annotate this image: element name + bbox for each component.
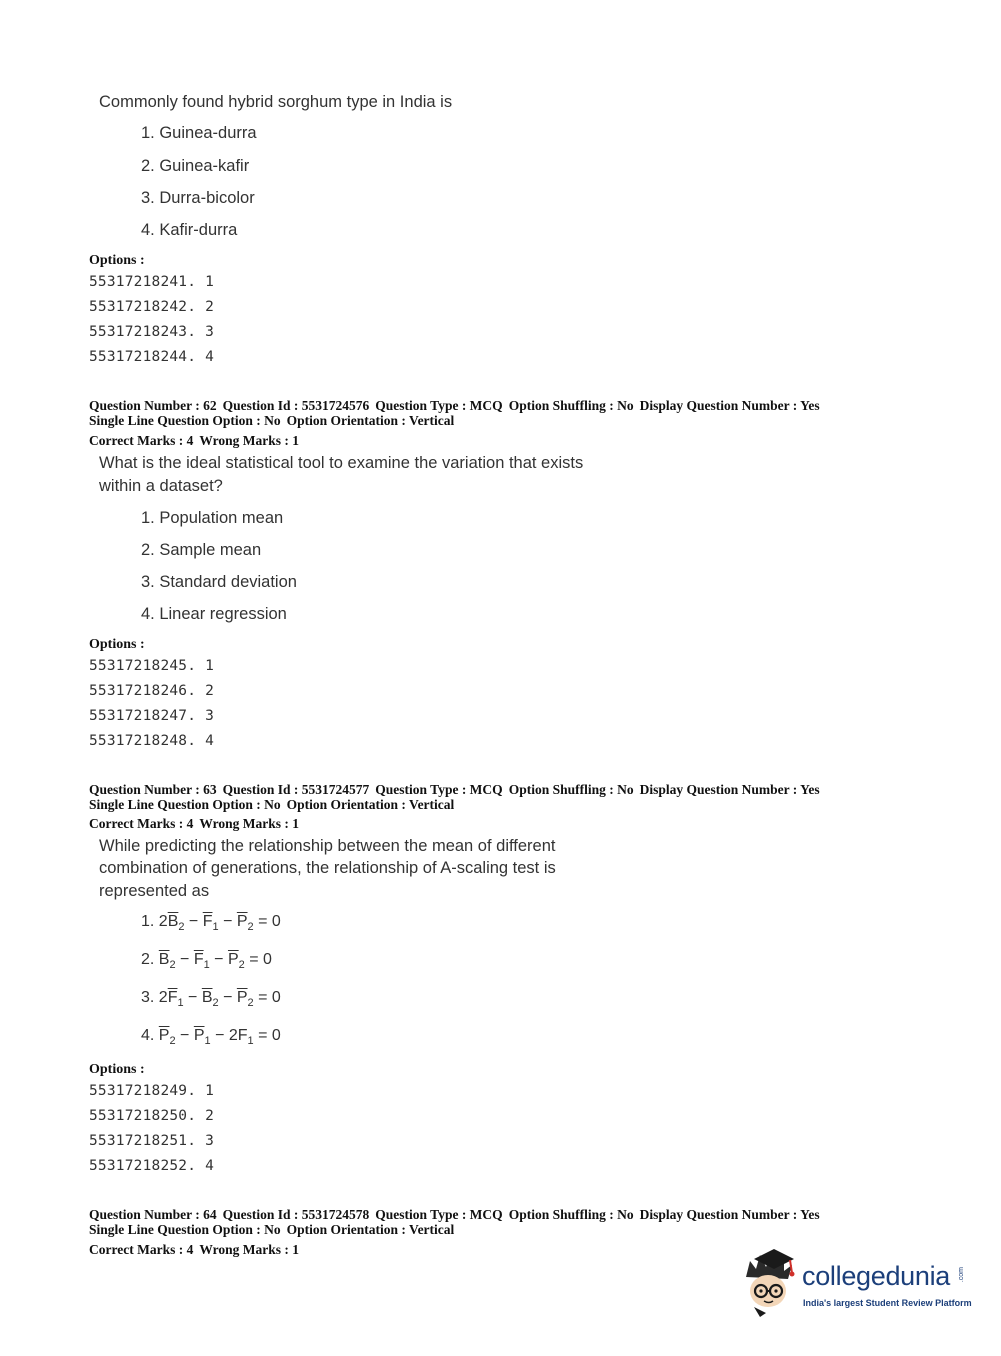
question-meta-line1: Question Number : 63 Question Id : 5531724577 Question Type : MCQ Option Shuffling : No Display Question Number : Yes (89, 782, 820, 797)
question-meta-line1: Question Number : 62 Question Id : 5531724576 Question Type : MCQ Option Shuffling : No Display Question Number : Yes (89, 398, 820, 413)
choice-1: 1. Guinea-durra (141, 124, 257, 142)
logo-tagline: India's largest Student Review Platform (803, 1298, 972, 1308)
options-label: Options : (89, 637, 145, 652)
question-meta-line2: Single Line Question Option : No Option Orientation : Vertical (89, 797, 455, 812)
option-id-3: 55317218251. 3 (89, 1133, 215, 1149)
marks-line: Correct Marks : 4 Wrong Marks : 1 (89, 433, 299, 448)
choice-3-equation: 3. $2\overline{F}_1 - \overline{B}_2 - \overline{P}_2 = 0$ (141, 989, 281, 1010)
question-text-line2: combination of generations, the relationship of A-scaling test is (99, 859, 556, 877)
question-text-line1: While predicting the relationship between the mean of different (99, 837, 556, 855)
choice-2: 2. Sample mean (141, 541, 262, 559)
choice-4-equation: 4. $\overline{P}_2 - \overline{P}_1 - 2F_1 = 0$ (141, 1027, 281, 1048)
option-id-4: 55317218248. 4 (89, 733, 215, 749)
question-meta-line2: Single Line Question Option : No Option Orientation : Vertical (89, 413, 455, 428)
question-text: Commonly found hybrid sorghum type in India is (99, 93, 453, 111)
question-meta-line2: Single Line Question Option : No Option Orientation : Vertical (89, 1222, 455, 1237)
marks-line: Correct Marks : 4 Wrong Marks : 1 (89, 1242, 299, 1257)
option-id-2: 55317218246. 2 (89, 683, 215, 699)
mascot-icon (740, 1247, 802, 1319)
choice-3: 3. Standard deviation (141, 573, 297, 591)
option-id-4: 55317218252. 4 (89, 1158, 215, 1174)
question-meta-line1: Question Number : 64 Question Id : 5531724578 Question Type : MCQ Option Shuffling : No Display Question Number : Yes (89, 1207, 820, 1222)
collegedunia-logo[interactable] (740, 1247, 970, 1319)
choice-2-equation: 2. $\overline{B}_2 - \overline{F}_1 - \overline{P}_2 = 0$ (141, 951, 272, 972)
question-text-line2: within a dataset? (99, 477, 223, 495)
choice-1-equation: 1. $2\overline{B}_2 - \overline{F}_1 - \overline{P}_2 = 0$ (141, 913, 281, 934)
option-id-1: 55317218245. 1 (89, 658, 215, 674)
choice-2: 2. Guinea-kafir (141, 157, 250, 175)
options-label: Options : (89, 1062, 145, 1077)
question-text-line3: represented as (99, 882, 210, 900)
logo-domain-suffix: .com (958, 1267, 965, 1283)
option-id-2: 55317218242. 2 (89, 299, 215, 315)
option-id-3: 55317218243. 3 (89, 324, 215, 340)
question-text-line1: What is the ideal statistical tool to examine the variation that exists (99, 454, 584, 472)
option-id-4: 55317218244. 4 (89, 349, 215, 365)
option-id-2: 55317218250. 2 (89, 1108, 215, 1124)
logo-wordmark: collegedunia (802, 1261, 951, 1291)
option-id-3: 55317218247. 3 (89, 708, 215, 724)
options-label: Options : (89, 253, 145, 268)
option-id-1: 55317218241. 1 (89, 274, 215, 290)
choice-4: 4. Kafir-durra (141, 221, 238, 239)
option-id-1: 55317218249. 1 (89, 1083, 215, 1099)
choice-1: 1. Population mean (141, 509, 284, 527)
marks-line: Correct Marks : 4 Wrong Marks : 1 (89, 816, 299, 831)
choice-4: 4. Linear regression (141, 605, 287, 623)
choice-3: 3. Durra-bicolor (141, 189, 255, 207)
